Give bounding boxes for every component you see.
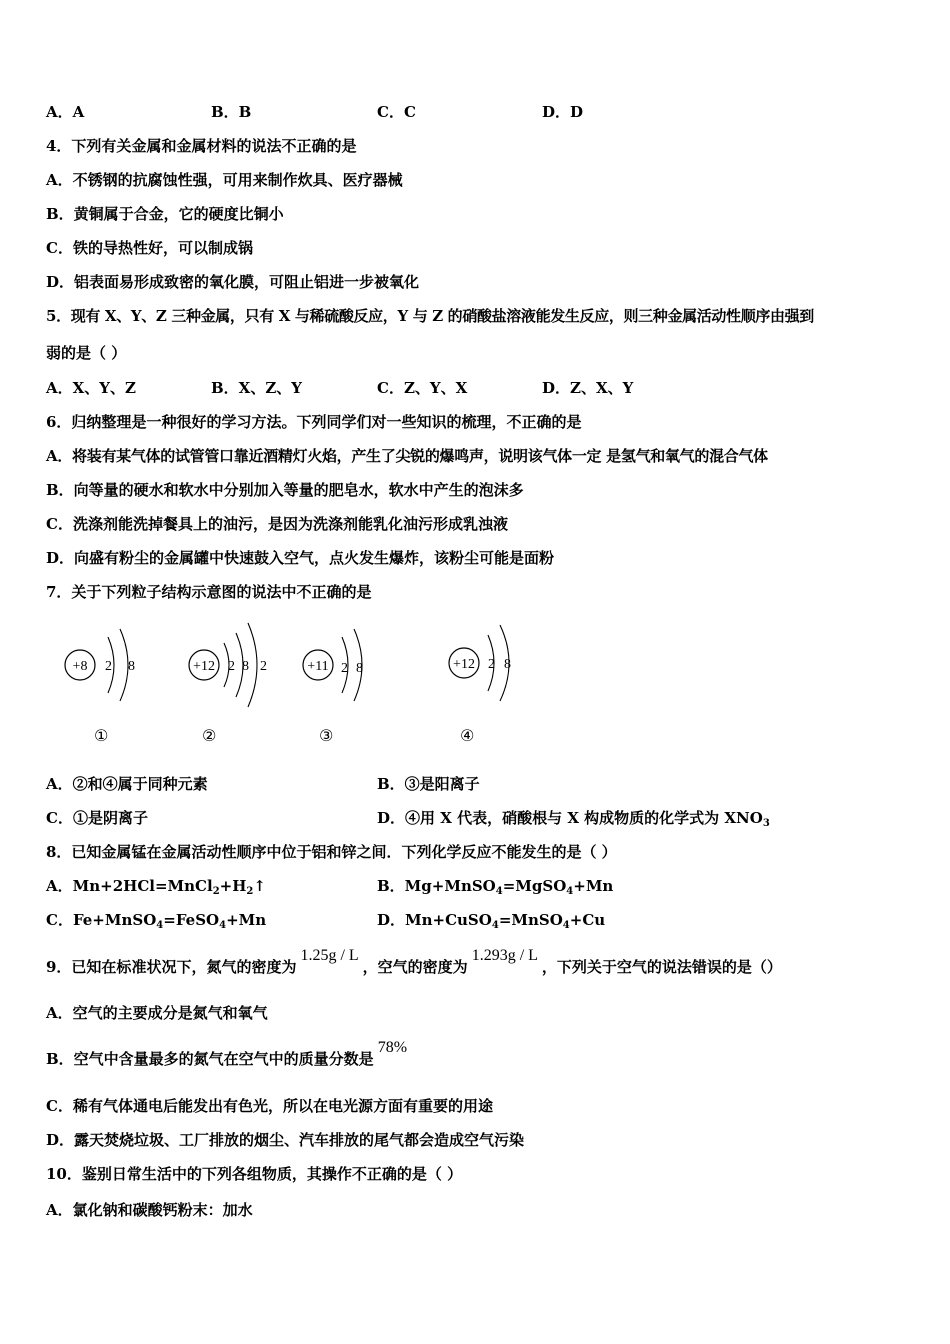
- nucleus-1: +8: [72, 659, 88, 674]
- shell-1-electrons: 2: [228, 659, 235, 674]
- q8-option-a: A．$Mn+2HCl=MnCl_2+H_2↑$: [46, 877, 266, 897]
- atom-diagram-3: [298, 615, 408, 715]
- q6-option-d: D．向盛有粉尘的金属罐中快速鼓入空气，点火发生爆炸，该粉尘可能是面粉: [46, 549, 555, 567]
- q7-option-a: A．②和④属于同种元素: [46, 775, 208, 793]
- q8-stem: 8．已知金属锰在金属活动性顺序中位于铝和锌之间．下列化学反应不能发生的是（ ）: [46, 843, 617, 861]
- q5-option-c: C．Z、Y、X: [377, 379, 468, 397]
- q7-option-d: D．④用 X 代表，硝酸根与 X 构成物质的化学式为 $XNO_3$: [377, 809, 770, 829]
- q6-option-c: C．洗涤剂能洗掉餐具上的油污，是因为洗涤剂能乳化油污形成乳浊液: [46, 515, 508, 533]
- q9-option-a: A．空气的主要成分是氮气和氧气: [46, 1004, 268, 1022]
- diagram-label-2: ②: [202, 726, 217, 745]
- q10-option-a: A．氯化钠和碳酸钙粉末：加水: [46, 1201, 253, 1219]
- mass-fraction: 78%: [377, 1039, 408, 1056]
- air-density: 1.293g / L: [471, 947, 538, 964]
- q7-option-b: B．③是阳离子: [377, 775, 480, 793]
- q9-option-c: C．稀有气体通电后能发出有色光，所以在电光源方面有重要的用途: [46, 1097, 493, 1115]
- shell-2-electrons: 8: [242, 659, 249, 674]
- atom-diagram-2: [186, 615, 296, 715]
- q4-stem: 4．下列有关金属和金属材料的说法不正确的是: [46, 137, 357, 155]
- nitrogen-density: 1.25g / L: [300, 947, 359, 964]
- q9-option-b: B．空气中含量最多的氮气在空气中的质量分数是78%: [46, 1039, 408, 1068]
- q4-option-c: C．铁的导热性好，可以制成锅: [46, 239, 253, 257]
- q3-option-a: A．A: [46, 103, 85, 121]
- q9-stem: 9．已知在标准状况下，氮气的密度为1.25g / L，空气的密度为1.293g / L，下列关于空气的说法错误的是（）: [46, 947, 782, 976]
- q4-option-d: D．铝表面易形成致密的氧化膜，可阻止铝进一步被氧化: [46, 273, 420, 291]
- q5-stem-line2: 弱的是（ ）: [46, 344, 127, 362]
- q7-stem: 7．关于下列粒子结构示意图的说法中不正确的是: [46, 583, 372, 601]
- q4-option-a: A．不锈钢的抗腐蚀性强，可用来制作炊具、医疗器械: [46, 171, 403, 189]
- q5-option-b: B．X、Z、Y: [211, 379, 302, 397]
- q5-option-d: D．Z、X、Y: [542, 379, 634, 397]
- q6-stem: 6．归纳整理是一种很好的学习方法。下列同学们对一些知识的梳理，不正确的是: [46, 413, 582, 431]
- shell-1-electrons: 2: [488, 657, 495, 672]
- q9-option-d: D．露天焚烧垃圾、工厂排放的烟尘、汽车排放的尾气都会造成空气污染: [46, 1131, 525, 1149]
- q8-option-c: C．Fe+MnSO$_4$=FeSO$_4$+Mn: [46, 911, 267, 931]
- q6-option-a: A．将装有某气体的试管管口靠近酒精灯火焰，产生了尖锐的爆鸣声，说明该气体一定 是氢气和氧气的混合气体: [46, 447, 768, 465]
- shell-1-electrons: 2: [105, 659, 112, 674]
- q3-option-b: B．B: [211, 103, 252, 121]
- shell-2-electrons: 8: [504, 657, 511, 672]
- diagram-label-1: ①: [94, 726, 109, 745]
- shell-1-electrons: 2: [341, 661, 348, 676]
- q5-option-a: A．X、Y、Z: [46, 379, 136, 397]
- diagram-label-4: ④: [460, 726, 475, 745]
- q4-option-b: B．黄铜属于合金，它的硬度比铜小: [46, 205, 284, 223]
- q3-option-c: C．C: [377, 103, 416, 121]
- nucleus-3: +11: [307, 659, 329, 674]
- nucleus-4: +12: [453, 657, 475, 672]
- shell-2-electrons: 8: [356, 661, 363, 676]
- q8-option-d: D．Mn+CuSO$_4$=MnSO$_4$+Cu: [377, 911, 606, 931]
- q7-option-c: C．①是阴离子: [46, 809, 148, 827]
- q5-stem-line1: 5．现有 X、Y、Z 三种金属，只有 X 与稀硫酸反应，Y 与 Z 的硝酸盐溶液能发生反应，则三种金属活动性顺序由强到: [46, 307, 814, 325]
- nucleus-2: +12: [193, 659, 215, 674]
- diagram-label-3: ③: [319, 726, 334, 745]
- q10-stem: 10．鉴别日常生活中的下列各组物质，其操作不正确的是（ ）: [46, 1165, 463, 1183]
- q6-option-b: B．向等量的硬水和软水中分别加入等量的肥皂水，软水中产生的泡沫多: [46, 481, 524, 499]
- atom-diagram-4: [438, 615, 548, 715]
- shell-2-electrons: 8: [128, 659, 135, 674]
- atom-diagram-1: [58, 615, 168, 715]
- q8-option-b: B．Mg+MnSO$_4$=MgSO$_4$+Mn: [377, 877, 614, 897]
- shell-3-electrons: 2: [260, 659, 267, 674]
- q3-option-d: D．D: [542, 103, 584, 121]
